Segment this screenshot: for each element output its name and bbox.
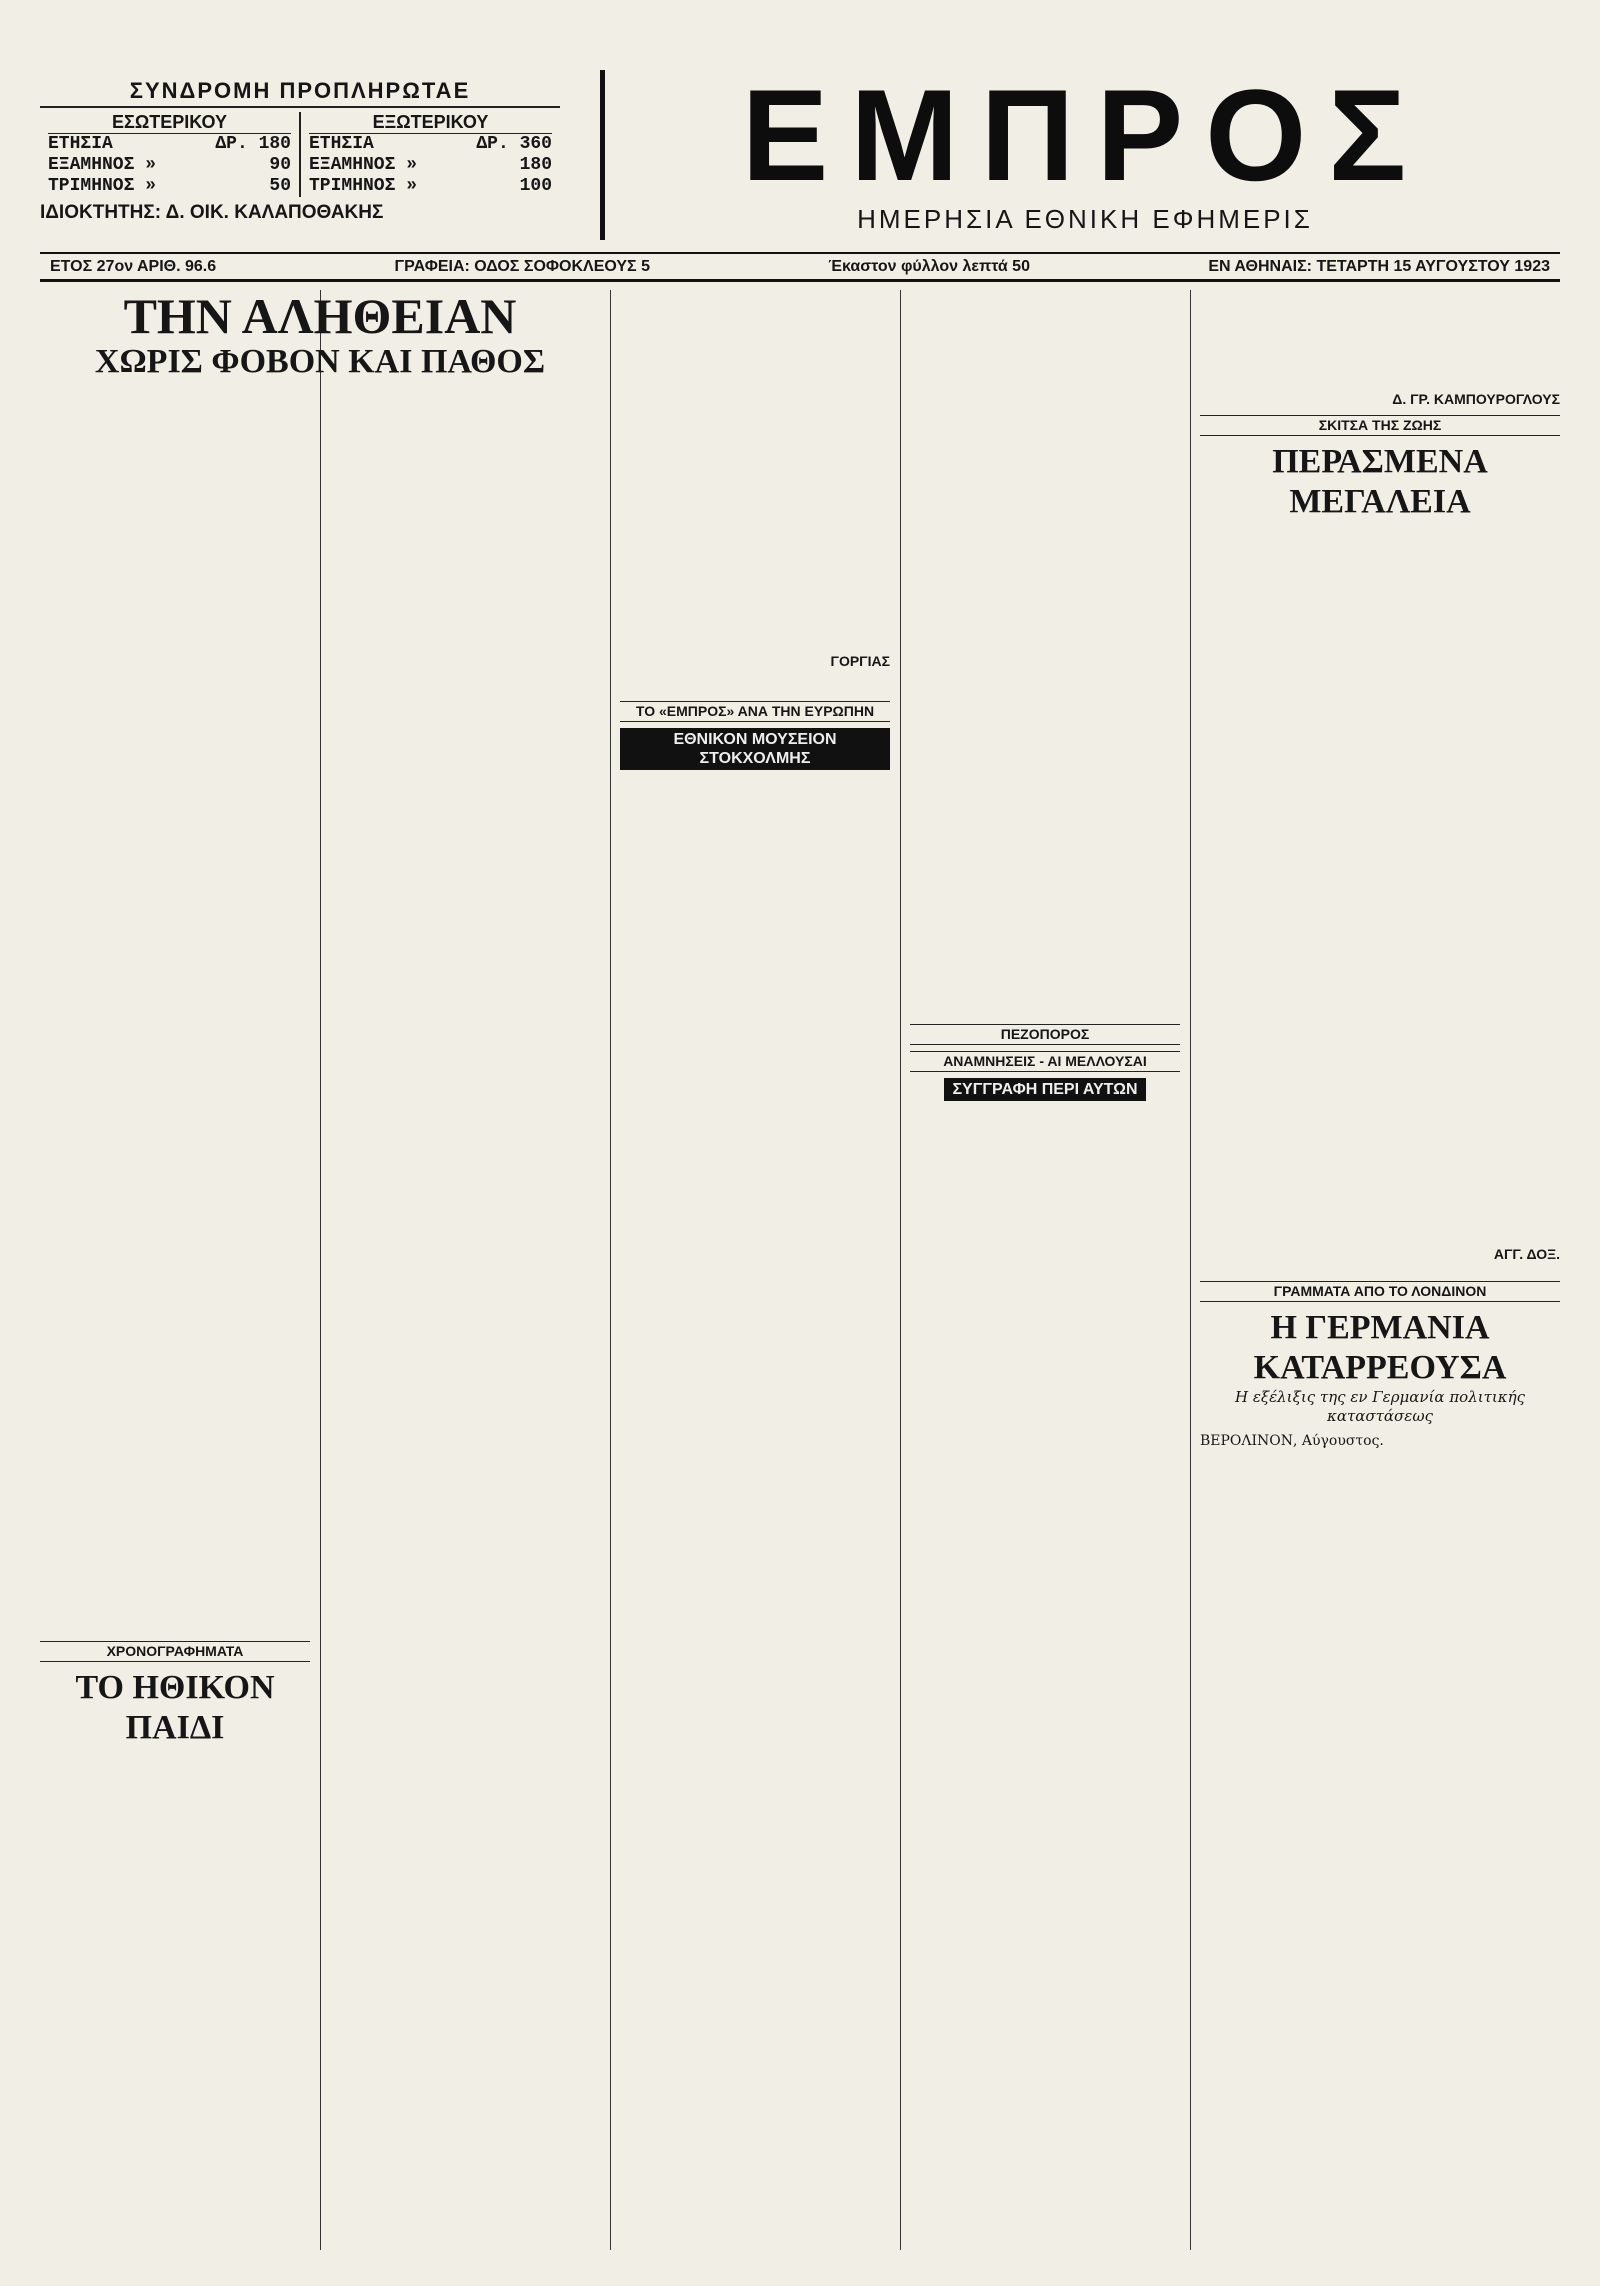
rate-value: 90 <box>269 155 291 175</box>
chronicle-section: ΧΡΟΝΟΓΡΑΦΗΜΑΤΑ <box>40 1641 310 1662</box>
rate-value: 100 <box>519 176 552 196</box>
office-address: ΓΡΑΦΕΙΑ: ΟΔΟΣ ΣΟΦΟΚΛΕΟΥΣ 5 <box>394 257 650 275</box>
masthead-tagline: ΗΜΕΡΗΣΙΑ ΕΘΝΙΚΗ ΕΦΗΜΕΡΙΣ <box>857 204 1313 234</box>
chronicle-headline: ΤΟ ΗΘΙΚΟΝ ΠΑΙΔΙ <box>75 1669 275 1746</box>
rate-label: ΤΡΙΜΗΝΟΣ » <box>48 176 157 196</box>
europe-article <box>620 695 890 770</box>
life-signature-block <box>1200 1245 1560 1264</box>
foreign-label: ΕΞΩΤΕΡΙΚΟΥ <box>309 112 552 134</box>
life-section: ΣΚΙΤΣΑ ΤΗΣ ΖΩΗΣ <box>1200 415 1560 436</box>
life-signature: ΑΓΓ. ΔΟΞ. <box>1493 1246 1560 1262</box>
owner-line: ΙΔΙΟΚΤΗΤΗΣ: Δ. ΟΙΚ. ΚΑΛΑΠΟΘΑΚΗΣ <box>40 202 384 223</box>
subscription-domestic <box>40 112 299 197</box>
germany-headline: Η ΓΕΡΜΑΝΙΑ ΚΑΤΑΡΡΕΟΥΣΑ <box>1253 1309 1507 1386</box>
issue-date: ΕΝ ΑΘΗΝΑΙΣ: ΤΕΤΑΡΤΗ 15 ΑΥΓΟΥΣΤΟΥ 1923 <box>1208 257 1550 275</box>
issue-price: Έκαστον φύλλον λεπτά 50 <box>828 257 1030 275</box>
rate-label: ΤΡΙΜΗΝΟΣ » <box>309 176 418 196</box>
walker-headline: ΣΥΓΓΡΑΦΗ ΠΕΡΙ ΑΥΤΩΝ <box>944 1078 1145 1101</box>
lead-signature: ΓΟΡΓΙΑΣ <box>830 653 890 669</box>
life-headline: ΠΕΡΑΣΜΕΝΑ ΜΕΓΑΛΕΙΑ <box>1272 443 1488 520</box>
europe-headline: ΕΘΝΙΚΟΝ ΜΟΥΣΕΙΟΝ ΣΤΟΚΧΟΛΜΗΣ <box>620 728 890 770</box>
column-rule <box>900 290 901 2250</box>
walker-kicker: ΑΝΑΜΝΗΣΕΙΣ - ΑΙ ΜΕΛΛΟΥΣΑΙ <box>910 1051 1180 1072</box>
column-rule <box>1190 290 1191 2250</box>
rate-value: ΔΡ. 180 <box>215 134 291 154</box>
issue-info-bar <box>40 252 1560 282</box>
europe-section: ΤΟ «ΕΜΠΡΟΣ» ΑΝΑ ΤΗΝ ΕΥΡΩΠΗΝ <box>620 701 890 722</box>
rate-label: ΕΞΑΜΗΝΟΣ » <box>48 155 157 175</box>
walker-article <box>910 1018 1180 1101</box>
germany-article <box>1200 1275 1560 1451</box>
subscription-title: ΣΥΝΔΡΟΜΗ ΠΡΟΠΛΗΡΩΤΑΕ <box>40 78 560 108</box>
life-author: Δ. ΓΡ. ΚΑΜΠΟΥΡΟΓΛΟΥΣ <box>1392 391 1560 407</box>
chronicle-article <box>40 1635 310 1748</box>
germany-dateline: ΒΕΡΟΛΙΝΟΝ, Αύγουστος. <box>1200 1433 1384 1449</box>
subscription-foreign <box>299 112 560 197</box>
walker-section: ΠΕΖΟΠΟΡΟΣ <box>910 1024 1180 1045</box>
column-rule <box>610 290 611 2250</box>
rate-value: 180 <box>519 155 552 175</box>
life-article <box>1200 290 1560 522</box>
column-rule <box>320 290 321 2250</box>
masthead <box>600 62 1565 240</box>
lead-article <box>40 290 600 382</box>
rate-label: ΕΞΑΜΗΝΟΣ » <box>309 155 418 175</box>
lead-subheadline: ΧΩΡΙΣ ΦΟΒΟΝ ΚΑΙ ΠΑΘΟΣ <box>94 343 546 380</box>
subscription-box <box>40 78 560 197</box>
rate-value: 50 <box>269 176 291 196</box>
lead-signature-block <box>620 652 890 671</box>
issue-year: ΕΤΟΣ 27ον ΑΡΙΘ. 96.6 <box>50 257 217 275</box>
rate-label: ΕΤΗΣΙΑ <box>48 134 113 154</box>
rate-value: ΔΡ. 360 <box>476 134 552 154</box>
germany-section: ΓΡΑΜΜΑΤΑ ΑΠΟ ΤΟ ΛΟΝΔΙΝΟΝ <box>1200 1281 1560 1302</box>
rate-label: ΕΤΗΣΙΑ <box>309 134 374 154</box>
lead-headline: ΤΗΝ ΑΛΗΘΕΙΑΝ <box>123 290 517 344</box>
masthead-logo: ΕΜΠΡΟΣ <box>741 62 1429 208</box>
germany-subheadline: Η εξέλιξις της εν Γερμανία πολιτικής καταστάσεως <box>1234 1388 1526 1425</box>
domestic-label: ΕΣΩΤΕΡΙΚΟΥ <box>48 112 291 134</box>
